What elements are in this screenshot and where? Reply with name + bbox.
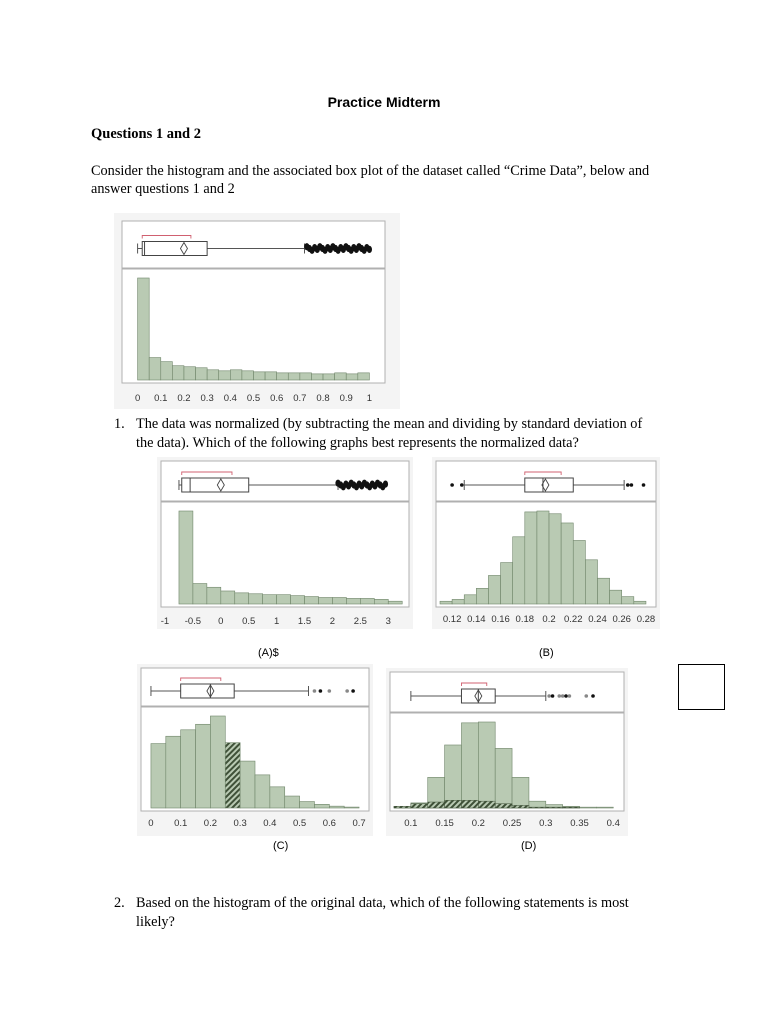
chart-A-bar: [263, 595, 277, 604]
chart-A-bar: [277, 595, 291, 604]
chart-D-bar: [512, 777, 529, 808]
chart-D-boxplot-panel: [390, 672, 624, 712]
chart-B-outlier: [642, 483, 646, 487]
question-1-number: 1.: [114, 416, 125, 432]
chart-B-bar: [440, 601, 452, 604]
chart-B-bar: [525, 512, 537, 604]
option-d-label: (D): [521, 840, 537, 852]
chart-C-bar: [300, 802, 315, 808]
option-c-chart: [137, 664, 373, 836]
chart-D-outlier: [584, 694, 588, 698]
chart-D-bar: [461, 723, 478, 808]
chart-D-tick-label: 0.2: [471, 818, 485, 829]
chart-original-box: [142, 242, 207, 256]
chart-B-bar: [622, 597, 634, 604]
chart-A-bar: [179, 511, 193, 604]
chart-C-tick-label: 0.3: [233, 818, 247, 829]
chart-D-outlier: [568, 694, 572, 698]
chart-B-tick-label: 0.2: [542, 614, 556, 625]
chart-B-tick-label: 0.18: [515, 614, 535, 625]
chart-original-bar: [277, 373, 289, 380]
chart-A-bar: [374, 599, 388, 604]
chart-C-boxplot-panel: [141, 668, 369, 706]
chart-B-bar: [501, 563, 513, 604]
chart-C-bar: [314, 804, 329, 808]
chart-C-bar: [240, 761, 255, 808]
option-d-chart: [386, 668, 628, 836]
chart-D-overlay-bar: [428, 802, 445, 808]
chart-original-bar: [254, 372, 266, 380]
question-2: [114, 894, 694, 934]
chart-A-tick-label: 0.5: [242, 616, 256, 627]
chart-original-tick-label: 0: [134, 393, 141, 404]
chart-D-overlay-bar: [563, 807, 580, 808]
chart-B-outlier: [630, 483, 634, 487]
chart-C-bar: [151, 744, 166, 808]
chart-D-outlier: [564, 694, 568, 698]
chart-C-bar: [344, 807, 359, 808]
chart-A-bar: [207, 587, 221, 604]
chart-A-bar: [360, 598, 374, 604]
chart-A-bar: [332, 597, 346, 604]
chart-original-bar: [300, 373, 312, 380]
chart-original-tick-label: 0.3: [200, 393, 214, 404]
chart-D-bar: [580, 807, 597, 808]
chart-original-bar: [358, 373, 370, 380]
chart-original-bar: [346, 374, 358, 380]
question-2-line2: likely?: [136, 914, 175, 930]
chart-A-bar: [305, 597, 319, 604]
chart-D-outlier: [557, 694, 561, 698]
chart-A-bar: [193, 584, 207, 604]
chart-original-bar: [172, 366, 184, 380]
chart-B-tick-label: 0.14: [467, 614, 486, 625]
chart-D-outlier: [591, 694, 595, 698]
chart-C-tick-label: 0.5: [292, 818, 307, 829]
chart-B-bar: [597, 578, 609, 604]
question-2-line1: Based on the histogram of the original data, which of the following statements is most: [136, 895, 629, 911]
chart-original-bar: [311, 374, 323, 380]
chart-original-bar: [242, 371, 254, 380]
chart-B-bar: [573, 540, 585, 604]
chart-C-bar: [270, 787, 285, 808]
chart-D-tick-label: 0.1: [404, 818, 418, 829]
answer-box[interactable]: [678, 664, 725, 710]
chart-B-tick-label: 0.22: [564, 614, 583, 625]
chart-A-tick-label: -0.5: [184, 616, 202, 627]
chart-original-bar: [161, 362, 173, 380]
chart-D-bar: [596, 807, 613, 808]
chart-C-bar: [285, 796, 300, 808]
chart-original-bar: [196, 368, 208, 380]
option-c-label: (C): [273, 840, 289, 852]
chart-C-bar: [210, 716, 225, 808]
chart-B-bar: [488, 575, 500, 604]
chart-B-bar: [561, 523, 573, 604]
chart-C-tick-label: 0: [148, 818, 154, 829]
chart-A-tick-label: 1: [273, 616, 280, 627]
chart-original-tick-label: 1: [366, 393, 373, 404]
chart-D-tick-label: 0.25: [502, 818, 522, 829]
chart-D-overlay-bar: [495, 804, 512, 808]
chart-A-tick-label: 0: [218, 616, 224, 627]
question-2-number: 2.: [114, 895, 125, 911]
option-b-label: (B): [539, 647, 554, 659]
chart-D-tick-label: 0.4: [606, 818, 620, 829]
chart-B-tick-label: 0.16: [491, 614, 510, 625]
question-1-line2: the data). Which of the following graphs best represents the normalized data?: [136, 435, 579, 451]
page-title: Practice Midterm: [327, 94, 441, 110]
chart-B-outlier: [450, 483, 454, 487]
chart-original-tick-label: 0.5: [246, 393, 261, 404]
chart-B-bar: [537, 511, 549, 604]
chart-B-bar: [513, 537, 525, 604]
chart-A-bar: [388, 601, 402, 604]
chart-B-bar: [634, 601, 646, 604]
option-a-chart: [157, 457, 413, 629]
chart-A-bar: [249, 594, 263, 604]
intro-paragraph: Consider the histogram and the associated box plot of the dataset called “Crime Data”, below and answer questions 1 and 2: [91, 163, 650, 197]
chart-B-bar: [464, 595, 476, 604]
chart-D-overlay-bar: [478, 801, 495, 808]
chart-original-tick-label: 0.9: [339, 393, 353, 404]
chart-C-bar: [225, 743, 240, 808]
question-1-line1: The data was normalized (by subtracting the mean and dividing by standard deviation of: [136, 416, 643, 432]
chart-B-bar: [549, 514, 561, 604]
chart-original-bar: [138, 278, 150, 380]
chart-D-overlay-bar: [529, 807, 546, 808]
chart-A-bar: [291, 596, 305, 604]
chart-B-outlier: [460, 483, 464, 487]
chart-C-outlier: [351, 689, 355, 693]
chart-D-overlay-bar: [512, 805, 529, 808]
chart-A-bar: [346, 598, 360, 604]
section-heading: Questions 1 and 2: [91, 126, 201, 142]
chart-D-overlay-bar: [411, 804, 428, 808]
chart-original-bar: [288, 373, 300, 380]
chart-C-outlier: [345, 689, 349, 693]
chart-D-overlay-bar: [546, 807, 563, 808]
chart-C-tick-label: 0.6: [322, 818, 336, 829]
chart-A-tick-label: -1: [160, 616, 170, 627]
chart-B-bar: [452, 599, 464, 604]
chart-C-outlier: [313, 689, 317, 693]
chart-A-outlier: [383, 481, 388, 488]
chart-original-tick-label: 0.8: [316, 393, 330, 404]
chart-A-tick-label: 2.5: [353, 616, 367, 627]
option-b-chart: [432, 457, 660, 629]
chart-A-tick-label: 3: [385, 616, 391, 627]
option-a-label: (A)$: [258, 647, 279, 659]
chart-C-bar: [181, 730, 196, 808]
chart-original-bar: [219, 371, 231, 380]
original-chart: [114, 213, 400, 409]
chart-D-outlier: [551, 694, 555, 698]
chart-C-bar: [166, 736, 181, 808]
chart-A-bar: [221, 591, 235, 604]
chart-A-bar: [235, 593, 249, 604]
chart-D-overlay-bar: [445, 800, 462, 808]
chart-original-bar: [335, 373, 347, 380]
chart-D-outlier: [547, 694, 551, 698]
chart-D-bar: [495, 748, 512, 808]
chart-original-bar: [207, 370, 219, 380]
chart-B-tick-label: 0.24: [588, 614, 607, 625]
question-1: [114, 415, 694, 455]
chart-original-tick-label: 0.2: [177, 393, 191, 404]
chart-D-bar: [445, 745, 462, 808]
chart-B-bar: [610, 590, 622, 604]
chart-A-tick-label: 1.5: [297, 616, 312, 627]
chart-original-bar: [230, 370, 242, 380]
chart-A-box: [182, 478, 249, 492]
chart-C-outlier: [319, 689, 323, 693]
chart-A-bar: [318, 597, 332, 604]
chart-C-tick-label: 0.4: [263, 818, 277, 829]
chart-A-tick-label: 2: [329, 616, 336, 627]
chart-original-bar: [149, 358, 161, 380]
chart-D-overlay-bar: [394, 806, 411, 808]
chart-original-tick-label: 0.6: [270, 393, 284, 404]
chart-original-tick-label: 0.7: [293, 393, 307, 404]
chart-C-tick-label: 0.7: [352, 818, 366, 829]
chart-B-tick-label: 0.12: [442, 614, 462, 625]
chart-D-tick-label: 0.3: [539, 818, 553, 829]
chart-D-overlay-bar: [461, 800, 478, 808]
chart-original-bar: [323, 374, 335, 380]
chart-D-tick-label: 0.15: [435, 818, 454, 829]
chart-C-box: [181, 684, 235, 698]
chart-C-outlier: [328, 689, 332, 693]
chart-D-bar: [478, 722, 495, 808]
chart-D-tick-label: 0.35: [570, 818, 589, 829]
chart-B-bar: [585, 560, 597, 604]
chart-C-tick-label: 0.1: [174, 818, 188, 829]
chart-B-outlier: [626, 483, 630, 487]
chart-original-bar: [265, 372, 277, 380]
chart-B-tick-label: 0.26: [612, 614, 631, 625]
chart-C-bar: [196, 724, 211, 808]
chart-C-bar: [255, 775, 270, 808]
chart-C-bar: [329, 806, 344, 808]
chart-original-tick-label: 0.1: [154, 393, 168, 404]
chart-original-bar: [184, 367, 196, 380]
chart-B-tick-label: 0.28: [636, 614, 656, 625]
chart-C-tick-label: 0.2: [203, 818, 218, 829]
chart-D-outlier: [561, 694, 565, 698]
chart-original-tick-label: 0.4: [223, 393, 237, 404]
chart-B-bar: [476, 588, 488, 604]
chart-original-outlier: [367, 246, 372, 253]
